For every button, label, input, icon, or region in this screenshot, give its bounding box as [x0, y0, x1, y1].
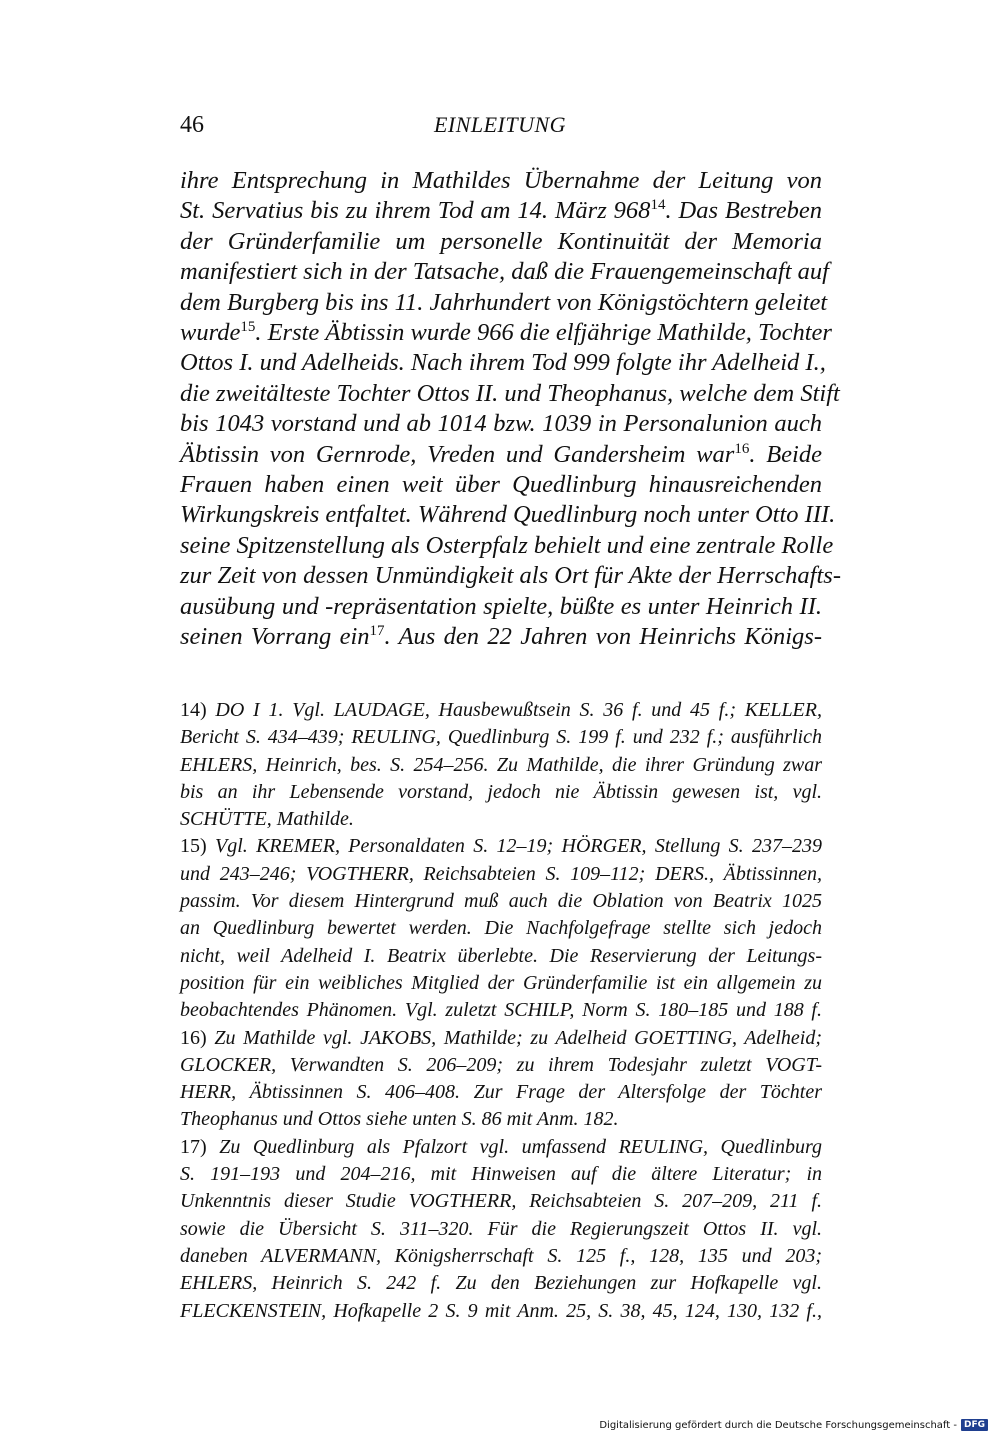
body-line: [180, 592, 822, 622]
body-line: [180, 622, 822, 652]
body-line-text: seine Spitzenstellung als Osterpfalz behielt und eine zentrale Rolle: [180, 531, 834, 559]
body-line-text: Ottos I. und Adelheids. Nach ihrem Tod 999 folgte ihr Adelheid I.,: [180, 349, 826, 377]
footnote-line: HERR, Äbtissinnen S. 406–408. Zur Frage der Altersfolge der Töchter: [180, 1081, 822, 1104]
footnote-line: nicht, weil Adelheid I. Beatrix überlebte. Die Reservierung der Leitungs-: [180, 944, 822, 967]
body-line: [180, 348, 826, 378]
body-line-text: der Gründerfamilie um personelle Kontinuität der Memoria: [180, 227, 822, 255]
footnote-line: und 243–246; VOGTHERR, Reichsabteien S. 109–112; DERS., Äbtissinnen,: [180, 862, 822, 885]
footnote-text: Zu Mathilde vgl. JAKOBS, Mathilde; zu Adelheid GOETTING, Adelheid;: [206, 1026, 822, 1049]
body-line: [180, 196, 822, 226]
body-line-text: zur Zeit von dessen Unmündigkeit als Ort für Akte der Herrschafts-: [180, 562, 841, 590]
body-line: [180, 440, 822, 470]
footnote-line: GLOCKER, Verwandten S. 206–209; zu ihrem Todesjahr zuletzt VOGT-: [180, 1053, 822, 1076]
body-line: [180, 470, 822, 500]
dfg-logo: DFG: [961, 1419, 988, 1431]
footnote-text: DO I 1. Vgl. LAUDAGE, Hausbewußtsein S. 36 f. und 45 f.; KELLER,: [206, 699, 822, 721]
body-line-text: St. Servatius bis zu ihrem Tod am 14. März 968: [180, 197, 651, 225]
page-number: 46: [180, 112, 204, 138]
footnote-marker[interactable]: 17: [369, 623, 385, 640]
body-line: [180, 379, 840, 409]
body-line-text: Frauen haben einen weit über Quedlinburg hinausreichenden: [180, 471, 822, 499]
footnote-text: Zu Quedlinburg als Pfalzort vgl. umfassend REULING, Quedlinburg: [206, 1135, 822, 1158]
footnote-line: FLECKENSTEIN, Hofkapelle 2 S. 9 mit Anm. 25, S. 38, 45, 124, 130, 132 f.,: [180, 1299, 822, 1322]
footnote-line: [180, 697, 822, 724]
body-line-text: ihre Entsprechung in Mathildes Übernahme der Leitung von: [180, 167, 822, 194]
body-line: [180, 288, 828, 318]
body-line-text: die zweitälteste Tochter Ottos II. und Theophanus, welche dem Stift: [180, 379, 840, 407]
body-line-text: manifestiert sich in der Tatsache, daß die Frauengemeinschaft auf: [180, 258, 829, 286]
footnote-line: S. 191–193 und 204–216, mit Hinweisen auf die ältere Literatur; in: [180, 1163, 822, 1186]
body-line-text: . Beide: [749, 440, 822, 468]
credit-text: Digitalisierung gefördert durch die Deutsche Forschungsgemeinschaft -: [599, 1419, 957, 1431]
main-text: [180, 166, 841, 653]
running-head: EINLEITUNG: [433, 112, 567, 137]
footnote-number: 14): [180, 699, 207, 721]
body-line: [180, 409, 822, 439]
body-line-text: ausübung und -repräsentation spielte, büßte es unter Heinrich II.: [180, 592, 822, 620]
body-line-text: wurde: [180, 319, 241, 347]
body-line-text: Äbtissin von Gernrode, Vreden und Gandersheim war: [180, 440, 735, 468]
footnote-line: [180, 1134, 822, 1161]
footnote-line: [180, 833, 822, 860]
footnote-line: EHLERS, Heinrich, bes. S. 254–256. Zu Mathilde, die ihrer Gründung zwar: [180, 753, 822, 776]
digitization-credit: [599, 1419, 988, 1431]
body-line: [180, 531, 834, 561]
body-line-text: dem Burgberg bis ins 11. Jahrhundert von Königstöchtern geleitet: [180, 288, 828, 316]
body-line: [180, 166, 822, 196]
footnote-number: 15): [180, 835, 207, 858]
footnote-text: Vgl. KREMER, Personaldaten S. 12–19; HÖRGER, Stellung S. 237–239: [206, 835, 822, 858]
footnote-line: daneben ALVERMANN, Königsherrschaft S. 125 f., 128, 135 und 203;: [180, 1244, 822, 1267]
footnote-number: 16): [180, 1026, 207, 1049]
footnote-line: [180, 1025, 822, 1052]
footnote-line: beobachtendes Phänomen. Vgl. zuletzt SCHILP, Norm S. 180–185 und 188 f.: [180, 999, 822, 1022]
footnote-line: Theophanus und Ottos siehe unten S. 86 mit Anm. 182.: [180, 1108, 619, 1131]
footnote-line: Unkenntnis dieser Studie VOGTHERR, Reichsabteien S. 207–209, 211 f.: [180, 1190, 822, 1213]
footnote-line: bis an ihr Lebensende vorstand, jedoch nie Äbtissin gewesen ist, vgl.: [180, 780, 822, 803]
footnote-line: sowie die Übersicht S. 311–320. Für die Regierungszeit Ottos II. vgl.: [180, 1217, 822, 1240]
footnote-line: SCHÜTTE, Mathilde.: [180, 808, 354, 831]
footnote-line: position für ein weibliches Mitglied der Gründerfamilie ist ein allgemein zu: [180, 971, 822, 994]
footnote-line: EHLERS, Heinrich S. 242 f. Zu den Beziehungen zur Hofkapelle vgl.: [180, 1272, 822, 1295]
footnotes: [180, 697, 822, 1325]
footnote-line: Bericht S. 434–439; REULING, Quedlinburg S. 199 f. und 232 f.; ausführlich: [180, 726, 822, 749]
body-line-text: bis 1043 vorstand und ab 1014 bzw. 1039 in Personalunion auch: [180, 410, 822, 438]
body-line: [180, 318, 832, 348]
body-line: [180, 257, 829, 287]
body-line: [180, 227, 822, 257]
body-line-text: . Aus den 22 Jahren von Heinrichs Königs-: [384, 623, 822, 651]
body-line: [180, 500, 836, 530]
footnote-line: an Quedlinburg bewertet werden. Die Nachfolgefrage stellte sich jedoch: [180, 917, 822, 940]
body-line-text: seinen Vorrang ein: [180, 623, 370, 651]
body-line: [180, 561, 841, 591]
footnote-number: 17): [180, 1135, 207, 1158]
body-line-text: . Das Bestreben: [665, 197, 822, 225]
footnote-marker[interactable]: 14: [650, 197, 666, 214]
body-line-text: . Erste Äbtissin wurde 966 die elfjährige Mathilde, Tochter: [255, 319, 832, 347]
page-header: [180, 112, 820, 148]
body-line-text: Wirkungskreis entfaltet. Während Quedlinburg noch unter Otto III.: [180, 501, 836, 529]
footnote-marker[interactable]: 16: [734, 440, 750, 457]
footnote-marker[interactable]: 15: [240, 319, 256, 336]
footnote-line: passim. Vor diesem Hintergrund muß auch die Oblation von Beatrix 1025: [180, 890, 822, 913]
